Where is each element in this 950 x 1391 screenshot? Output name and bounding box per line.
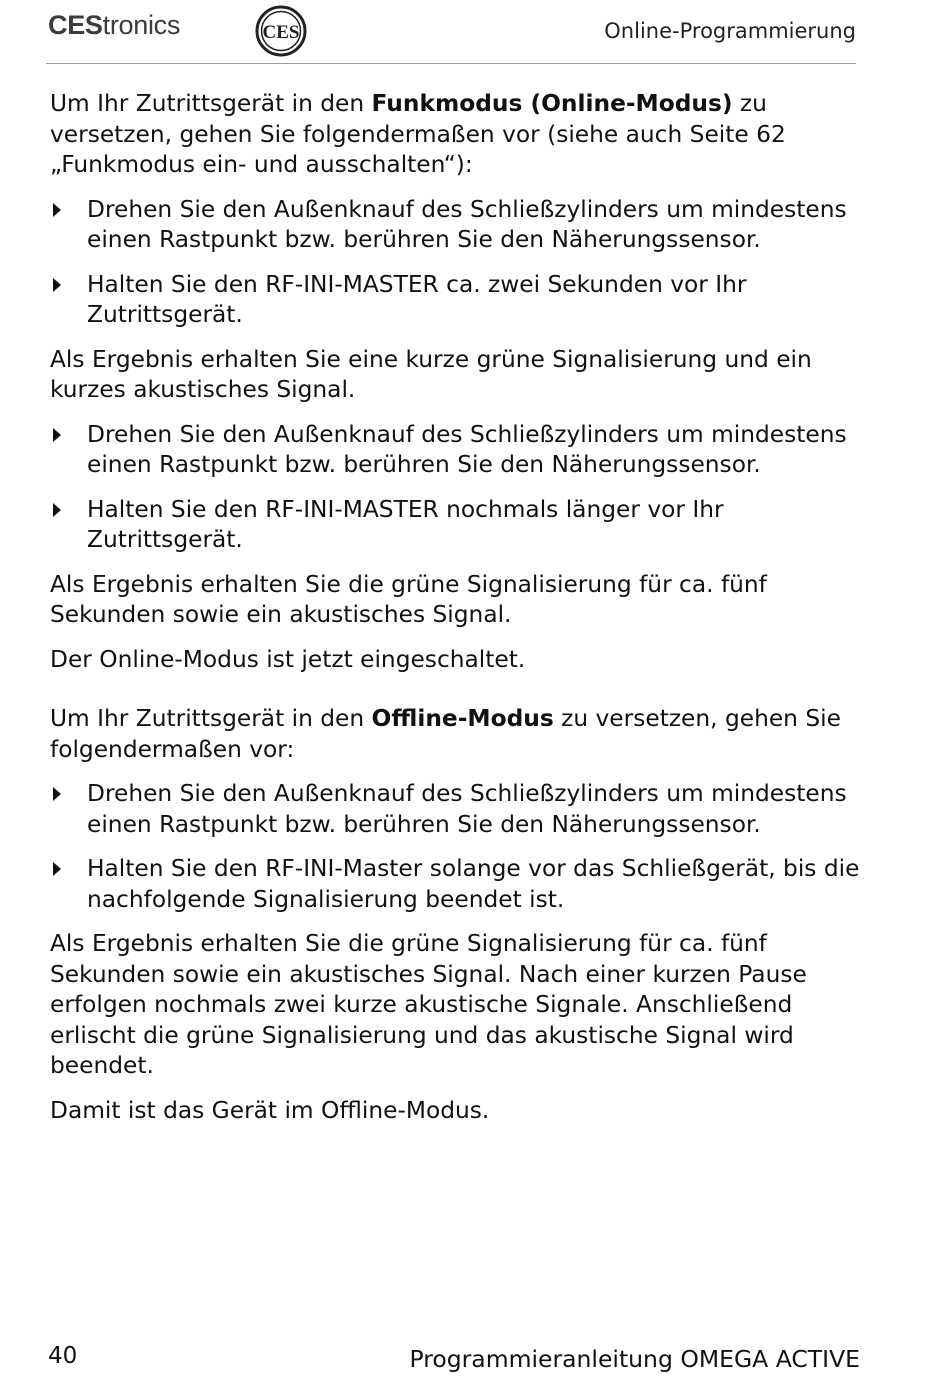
bullet-arrow-icon bbox=[53, 203, 61, 217]
offline-confirmation: Damit ist das Gerät im Offline-Modus. bbox=[50, 1096, 490, 1124]
list-item: Halten Sie den RF-INI-MASTER nochmals länger vor Ihr Zutrittsgerät. bbox=[50, 495, 860, 556]
result-paragraph-1: Als Ergebnis erhalten Sie eine kurze grüne Signalisierung und ein kurzes akustisches Signal. bbox=[50, 345, 812, 403]
online-confirmation: Der Online-Modus ist jetzt eingeschaltet. bbox=[50, 645, 526, 673]
intro-online-paragraph: Um Ihr Zutrittsgerät in den Funkmodus (Online-Modus) zu versetzen, gehen Sie folgendermaßen vor (siehe auch Seite 62 „Funkmodus ein- und ausschalten“): bbox=[50, 90, 786, 178]
list-item: Drehen Sie den Außenknauf des Schließzylinders um mindestens einen Rastpunkt bzw. berühren Sie den Näherungssensor. bbox=[50, 195, 860, 256]
bullet-arrow-icon bbox=[53, 862, 61, 876]
bullet-arrow-icon bbox=[53, 503, 61, 517]
list-item: Drehen Sie den Außenknauf des Schließzylinders um mindestens einen Rastpunkt bzw. berühren Sie den Näherungssensor. bbox=[50, 420, 860, 481]
page-body bbox=[50, 89, 860, 1126]
result-paragraph-3: Als Ergebnis erhalten Sie die grüne Signalisierung für ca. fünf Sekunden sowie ein akustisches Signal. Nach einer kurzen Pause erfolgen nochmals zwei kurze akustische Signale. Anschließend erlischt die grüne Signalisierung und das akustische Signal wird beendet. bbox=[50, 930, 807, 1079]
bullet-arrow-icon bbox=[53, 787, 61, 801]
section-title: Online-Programmierung bbox=[604, 19, 856, 43]
list-item: Halten Sie den RF-INI-MASTER ca. zwei Sekunden vor Ihr Zutrittsgerät. bbox=[50, 270, 860, 331]
ces-emblem-icon bbox=[254, 4, 308, 58]
page-header bbox=[46, 0, 856, 64]
bullet-arrow-icon bbox=[53, 428, 61, 442]
page-number: 40 bbox=[48, 1343, 78, 1369]
list-item: Halten Sie den RF-INI-Master solange vor das Schließgerät, bis die nachfolgende Signalisierung beendet ist. bbox=[50, 854, 860, 915]
steps-list-online-1 bbox=[50, 195, 860, 331]
bullet-arrow-icon bbox=[53, 278, 61, 292]
svg-text:CES: CES bbox=[262, 22, 300, 43]
result-paragraph-2: Als Ergebnis erhalten Sie die grüne Signalisierung für ca. fünf Sekunden sowie ein akustisches Signal. bbox=[50, 570, 767, 628]
intro-offline-paragraph: Um Ihr Zutrittsgerät in den Offline-Modus zu versetzen, gehen Sie folgendermaßen vor: bbox=[50, 705, 841, 763]
list-item: Drehen Sie den Außenknauf des Schließzylinders um mindestens einen Rastpunkt bzw. berühren Sie den Näherungssensor. bbox=[50, 779, 860, 840]
company-logo: CEStronics bbox=[48, 10, 181, 40]
steps-list-online-2 bbox=[50, 420, 860, 556]
document-title: Programmieranleitung OMEGA ACTIVE bbox=[409, 1345, 860, 1373]
steps-list-offline bbox=[50, 779, 860, 915]
